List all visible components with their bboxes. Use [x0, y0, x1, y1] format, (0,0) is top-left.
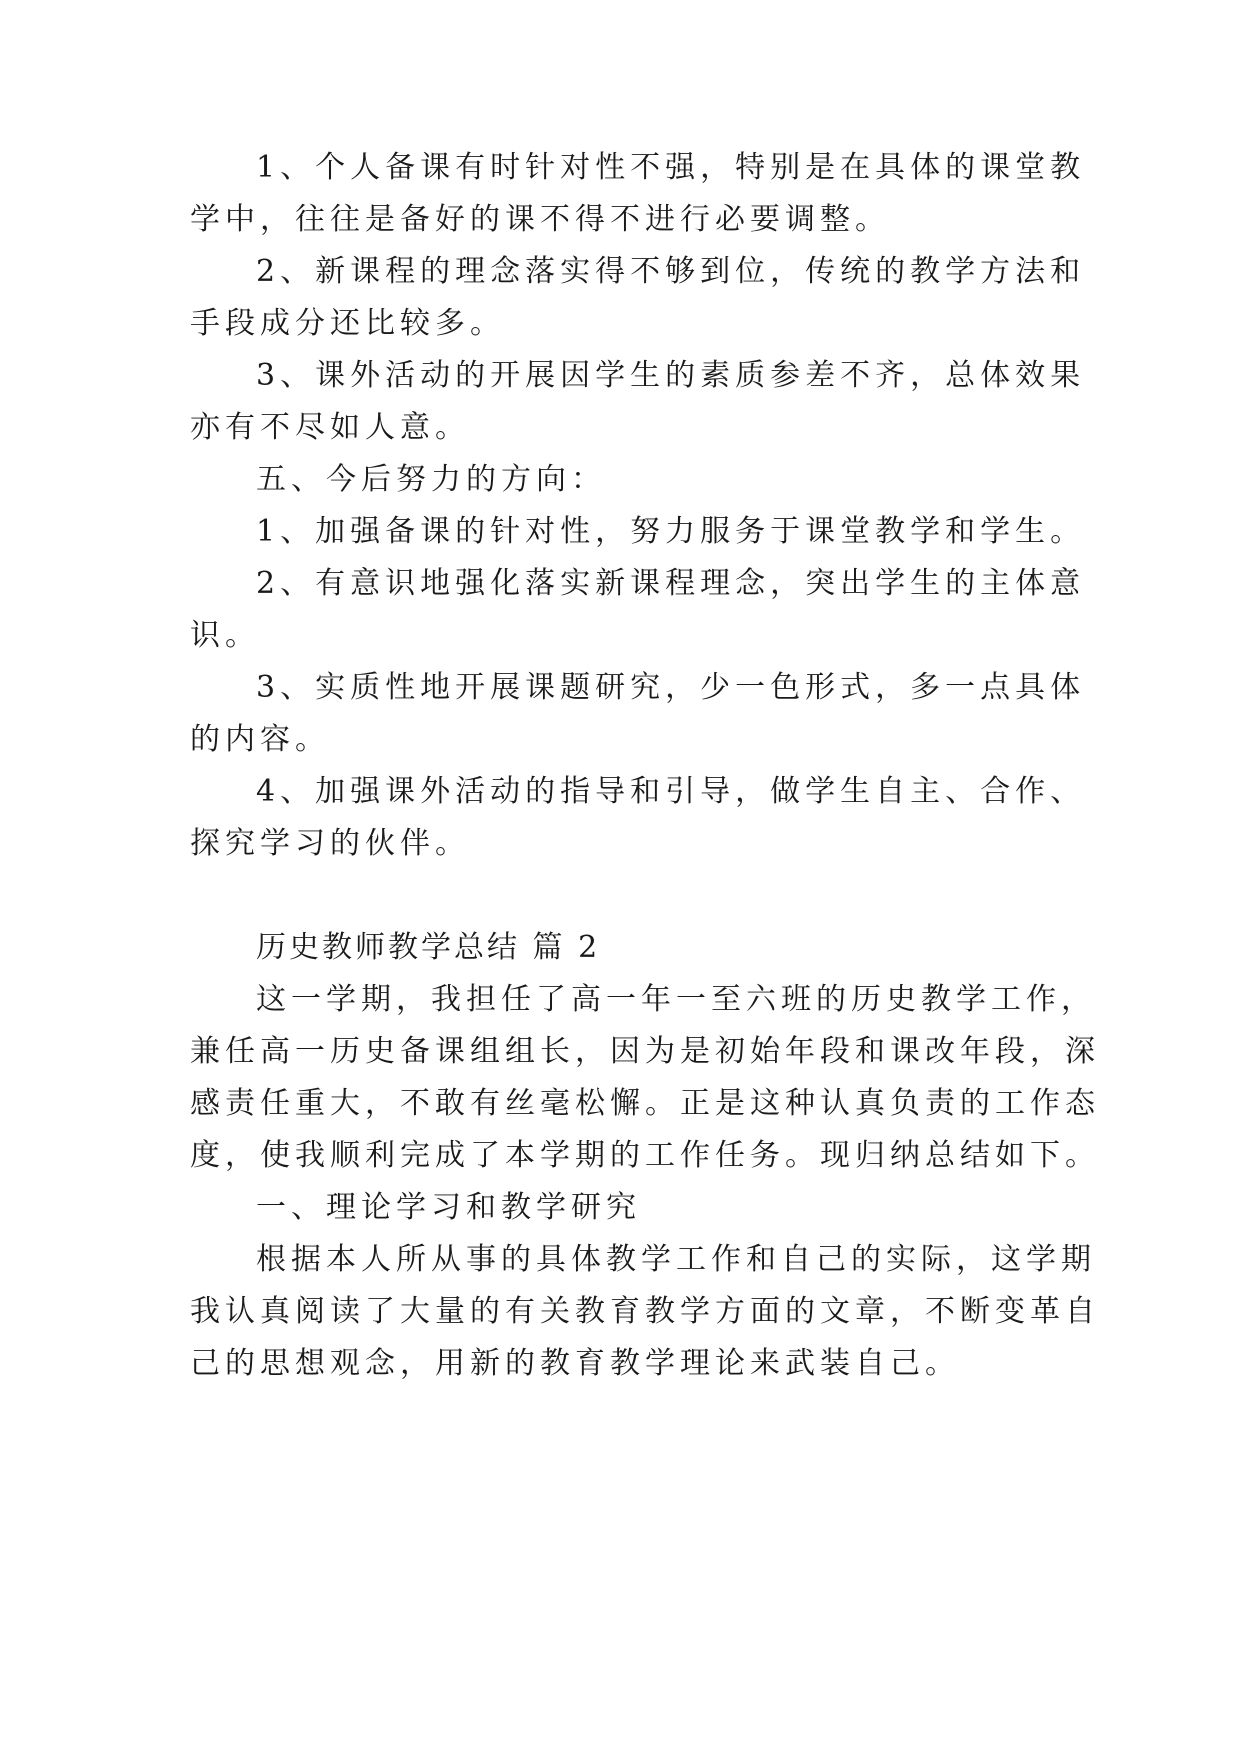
future-item-2-line-2: 识。	[190, 618, 260, 653]
body-line-1: 根据本人所从事的具体教学工作和自己的实际，这学期	[256, 1242, 1096, 1277]
future-item-4-line-2: 探究学习的伙伴。	[190, 826, 470, 861]
future-heading: 五、今后努力的方向：	[256, 462, 606, 497]
problem-2-line-1: 2、新课程的理念落实得不够到位，传统的教学方法和	[256, 254, 1086, 289]
future-item-3-line-1: 3、实质性地开展课题研究，少一色形式，多一点具体	[256, 670, 1086, 705]
section-title: 历史教师教学总结 篇 2	[256, 930, 601, 965]
intro-line-3: 感责任重大，不敢有丝毫松懈。正是这种认真负责的工作态	[190, 1086, 1100, 1121]
problem-3-line-1: 3、课外活动的开展因学生的素质参差不齐，总体效果	[256, 358, 1086, 393]
intro-line-1: 这一学期，我担任了高一年一至六班的历史教学工作，	[256, 982, 1096, 1017]
future-item-4-line-1: 4、加强课外活动的指导和引导，做学生自主、合作、	[256, 774, 1086, 809]
future-item-3-line-2: 的内容。	[190, 722, 330, 757]
intro-line-4: 度，使我顺利完成了本学期的工作任务。现归纳总结如下。	[190, 1138, 1100, 1173]
future-item-1: 1、加强备课的针对性，努力服务于课堂教学和学生。	[256, 514, 1086, 549]
body-line-3: 己的思想观念，用新的教育教学理论来武装自己。	[190, 1346, 960, 1381]
intro-line-2: 兼任高一历史备课组组长，因为是初始年段和课改年段，深	[190, 1034, 1100, 1069]
body-line-2: 我认真阅读了大量的有关教育教学方面的文章，不断变革自	[190, 1294, 1100, 1329]
problem-1-line-2: 学中，往往是备好的课不得不进行必要调整。	[190, 202, 890, 237]
future-item-2-line-1: 2、有意识地强化落实新课程理念，突出学生的主体意	[256, 566, 1086, 601]
sub-heading: 一、理论学习和教学研究	[256, 1190, 641, 1225]
problem-2-line-2: 手段成分还比较多。	[190, 306, 505, 341]
problem-1-line-1: 1、个人备课有时针对性不强，特别是在具体的课堂教	[256, 150, 1086, 185]
problem-3-line-2: 亦有不尽如人意。	[190, 410, 470, 445]
